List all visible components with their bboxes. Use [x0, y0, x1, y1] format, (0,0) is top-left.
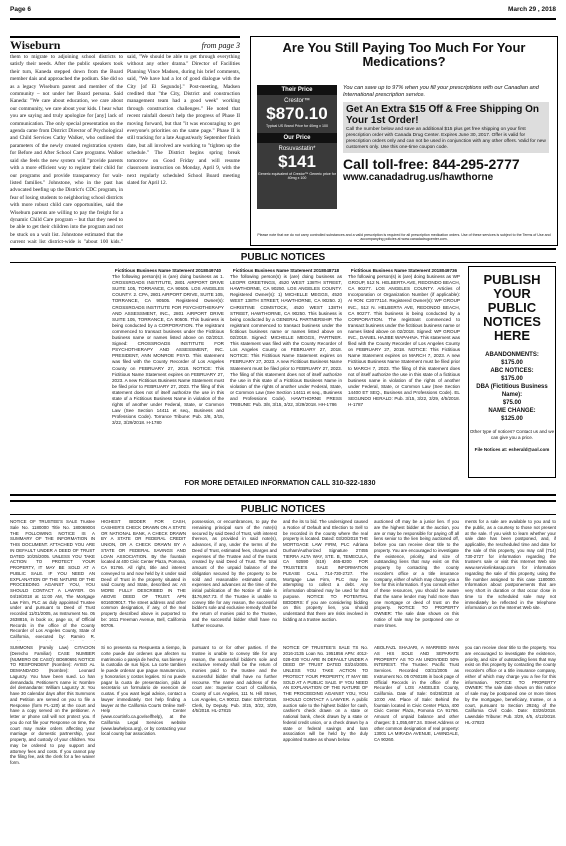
notice-email[interactable]: File Notices at: esherald@aol.com [474, 447, 550, 452]
generic-drug-price: $141 [278, 151, 316, 171]
page-header [10, 6, 556, 18]
publish-notices-box [468, 266, 556, 478]
pharmacy-advertisement [250, 36, 558, 246]
page-number: Page 6 [10, 6, 31, 13]
ad-offer-box [343, 102, 549, 153]
price-abc: $175.00 [501, 376, 523, 382]
brand-drug-price: $870.10 [266, 104, 328, 123]
price-dba: $75.00 [502, 400, 522, 406]
ad-headline: Are You Still Paying Too Much For Your Medications? [282, 40, 526, 69]
notice-trustee-sale-2: NOTICE OF TRUSTEE'S SALE TS No. 2016-2135 Loan No. 1951856 APN: 4012-028-030 YOU ARE IN DEFAULT UNDER A DEED OF TRUST DATED 03/24/2005. UNLESS YOU TAKE ACTION TO PROTECT YOUR PROPERTY, IT MAY BE SOLD AT A PUBLIC SALE. IF YOU NEED AN EXPLANATION OF THE NATURE OF THE PROCEEDING AGAINST YOU, YOU SHOULD CONTACT A LAWYER. A public auction sale to the highest bidder for cash, cashier's check drawn on a state or national bank, check drawn by a state or federal credit union, or a check drawn by a state or federal savings and loan association will be held by the duly appointed trustee as shown below. [283, 645, 368, 742]
continued-from: from page 3 [201, 40, 240, 50]
price-label-name-change: NAME CHANGE: [488, 408, 536, 414]
generic-price-note: Generic equivalent of Crestor™ Generic price for 40mg x 100 [258, 171, 336, 180]
ad-disclaimer: Please note that we do not carry controlled substances and a valid prescription is required for all prescription medication orders. Use of these services is subject to the Terms of Use and accompanying policies at www.canadadrugcenter.com. [257, 232, 551, 242]
notice-heading: Fictitious Business Name Statement 2018049740 [114, 268, 222, 273]
article-title: Wiseburn [10, 37, 61, 52]
price-comparison-box [257, 85, 337, 209]
article-column-1: them to migrate to adjoining school districts to satisfy their needs. After the public speakers took their turn, Kaneda stepped down from the Board member dais and approached the podium. She did so as a legacy Wiseburn parent and member of the community – not under her Board persona. Said Kaneda: "We care about education, we care about our community, we care about your kids. I hear what you are saying and truly apologize for [any] lack of communication. The only special presentation on the agenda came from District Director of Psychological and Child Services Cathy Walker, who outlined the parameters of the newly created registration system for Before and After School Care programs. Walker said she feels the new system will "provide parents with a more efficient way to register their child for our programs and provide transparency for wait-listed families." Johnstone, who in the past has advocated beefing up the District's CDC program, in fear of losing students to neighboring school districts with more robust child care opportunities, said the Wiseburn parents are willing to pay the freight for a dynamic Child Care program – but that they need to be able to get their children into the program and not be stuck on a wait list. Johnstone estimated that the current wait list district-wide is "about 100 kids." [10, 54, 123, 244]
their-price-heading: Their Price [257, 85, 337, 95]
notice-trustee-sale-2-cont: ABOLFAZL SHAJARI, A MARRIED MAN AS HIS SOLE AND SEPARATE PROPERTY AS TO AN UNDIVIDED 50% INTEREST. The Trustee: Pacific Trust Services. Recorded 03/31/2005 as Instrument No. 05 0760186 in book page of Official Records in the office of the Recorder of LOS ANGELES County, California. Date of Sale: 04/26/2018 at 10:00 AM. Place of Sale: Behind the fountain located in Civic Center Plaza, 400 Civic Center Plaza, Pomona CA 91766. Amount of unpaid balance and other charges: $ 1,055,697.24. Street Address or other common designation of real property: 13001 LA MIRADA AVENUE, LAWNDALE, CA 90260. [374, 645, 459, 742]
section-rule-2 [10, 514, 556, 515]
notice-heading: Fictitious Business Name Statement 2018048718 [232, 268, 340, 273]
price-label-abc: ABC NOTICES: [490, 368, 534, 374]
notice-trustee-sale-col1: NOTICE OF TRUSTEE'S SALE Trustee Sale No. 1180000 Title No. 180069004 THE FOLLOWING NOTICE IS A SUMMARY OF THE INFORMATION IN THIS DOCUMENT. ATTACHED YOU ARE IN DEFAULT UNDER A DEED OF TRUST DATED 10/25/2005. UNLESS YOU TAKE ACTION TO PROTECT YOUR PROPERTY, IT MAY BE SOLD AT A PUBLIC SALE. IF YOU NEED AN EXPLANATION OF THE NATURE OF THE PROCEEDING AGAINST YOU, YOU SHOULD CONTACT A LAWYER. On 04/19/2018 at 11:00 AM, The Mortgage Law Firm, PLC as duly appointed Trustee under and pursuant to Deed of Trust recorded 11/01/2005, as Instrument No. 05 2638816, in book xx, page xx, of Official Records in the office of the County Recorder of Los Angeles County, State of California, executed by: Ramiro R. [10, 519, 95, 639]
notice-body: The following person(s) is (are) doing business as LEOPR GREETINGS, 4520 WEST 138TH STREET, HAWTHORNE, CA 90250. LOS ANGELES COUNTY. Registered Owner(s): 1) MICHELLE MEGGS, 4520 WEST 138TH STREET, HAWTHORNE, CA 90250. 2) CHRISTINE COMSTOCK, 4520 WEST 138TH STREET, HAWTHORNE, CA 90250. This business is being conducted by a GENERAL PARTNERSHIP. The registrant commenced to transact business under the fictitious business name or names listed above on 02/2018. Signed: MICHELLE MEGGS, PARTNER. This statement was filed with the County Recorder of Los Angeles County on FEBRUARY 27, 2018. NOTICE: This Fictitious Name Statement expires on FEBRUARY 27, 2023. A new Fictitious Business Name Statement must be filed prior to FEBRUARY 27, 2023. The filing of this statement does not of itself authorize the use in this state of a Fictitious Business Name in violation of the rights of another under Federal, State, or Common Law (See Section 14411 et seq., Business and Professions Code). HAWTHORNE PRESS TRIBUNE: Pub. 3/8, 3/15, 3/22, 3/29/2018. HH-1786 [230, 274, 342, 408]
article-column-2: said, "We should be able to get through everything without any other drama." Director of Facilities Planning Vince Madsen, during his brief comments, said, "We have had a lot of good dialogue with the City [of El Segundo]." Post-meeting, Madsen credited that "the City, District and construction management team had a good week" working through construction challenges." He noted that recent rainfall doesn't help the progress of Phase II moving forward, but that "it was encouraging to get everyone's priorities on the same page." Phase II is still tracking for a late August/early September finish date, but all involved are working to "tighten up the schedule." The District begins spring break tomorrow on Good Friday and will resume classroom instruction on Monday, April 9, with the next regularly scheduled School Board meeting slated for April 12. [127, 54, 240, 186]
ad-phone-number[interactable]: Call toll-free: 844-295-2777 [343, 156, 520, 172]
notice-body: The following person(s) is (are) doing business as WP GROUP, 512 N. HELBERTA AVE, REDONDO BEACH, CA 90277. LOS ANGELES COUNTY. Articles of Incorporation or Organization Number (if applicable): AI #ON: C2077114. Registered Owner(s): WP GROUP INC., 512 N. HELBERTA AVE, REDONDO BEACH, CA 90277. This business is being conducted by a CORPORATION. The registrant commenced to transact business under the fictitious business name or names listed above on 02/2018. Signed: WP GROUP INC., DANIEL HAJIBE WAPAHNA. This statement was filed with the County Recorder of Los Angeles County on FEBRUARY 27, 2018. NOTICE: This Fictitious Name Statement expires on MARCH 7, 2023. A new Fictitious Business Name Statement must be filed prior to MARCH 7, 2023. The filing of this statement does not of itself authorize the use in this state of a fictitious business name in violation of the rights of another under Federal, State, or Common Law (See Section 14400 ET SEQ., Business and Professions Code). EL SEGUNDO HERALD: Pub. 3/15, 3/22, 3/29, 4/5/2018. H-1787 [348, 274, 460, 408]
notice-trustee-sale-col2: HIGHEST BIDDER FOR CASH, CASHIER'S CHECK DRAWN ON A STATE OR NATIONAL BANK, A CHECK DRAWN BY A STATE OR FEDERAL CREDIT UNION, OR A CHECK DRAWN BY A STATE OR FEDERAL SAVINGS AND LOAN ASSOCIATION. By the fountain located at 400 Civic Center Plaza, Pomona, CA 91766. All right, title and interest conveyed to and now held by it under said Deed of Trust in the property situated in said County and State, described as: AS MORE FULLY DESCRIBED IN THE ABOVE DEED OF TRUST. APN 6016009017. The street address and other common designation, if any, of the real property described above is purported to be: 1611 Freeman Avenue, Bell, California 90706. [101, 519, 186, 628]
article-continuation-bar [10, 36, 240, 53]
our-price-heading: Our Price [257, 133, 337, 143]
notice-trustee-sale-col6: ments for a sale are available to you and to the public, as a courtesy to those not present at the sale. If you wish to learn whether your sale date has been postponed, and, if applicable, the rescheduled time and date for the sale of this property, you may call (714) 730-2727 for information regarding the trustee's sale or visit this Internet Web site www.servicelinkasap.com for information regarding the sale of this property, using the file number assigned to this case 1180000. Information about postponements that are very short in duration or that occur close in time to the scheduled sale may not immediately be reflected in the telephone information or on the Internet Web site. [465, 519, 556, 611]
notice-dba-2 [230, 268, 342, 474]
ad-website[interactable]: www.canadadrug.us/hawthorne [343, 172, 494, 183]
notice-heading: Fictitious Business Name Statement 2018049736 [350, 268, 458, 273]
price-label-abandonments: ABANDONMENTS: [485, 352, 539, 358]
ad-tagline: You can save up to 97% when you fill your prescriptions with our Canadian and International prescription service. [343, 85, 539, 98]
notice-trustee-sale-2-end: you can receive clear title to the property. You are encouraged to investigate the existence, priority, and size of outstanding liens that may exist on this property by contacting the county recorder's office or a title insurance company, either of which may charge you a fee for this information. NOTICE TO PROPERTY OWNER: The sale date shown on this notice of sale may be postponed one or more times by the mortgagee, beneficiary, trustee, or a court, pursuant to Section 2924g of the California Civil Code. Date: 03/26/2018. Lawndale Tribune: Pub. 3/29, 4/5, 4/12/2018. HL-27823 [465, 645, 556, 725]
notice-summons: SUMMONS (Family Law) CITACION (Derecho Familiar) CASE NUMBER (NUMERO DE CASO): BD690691 NOTICE TO RESPONDENT (Nombre): AVISO AL DEMANDADO (Nombre): Leonard Lagunzy. You have been sued. Lo han demandado. Petitioner's name is: Nombre del demandante: William Lagunzy Jr. You have 30 calendar days after this Summons and Petition are served on you to file a Response (form FL-120) at the court and have a copy served on the petitioner. A letter or phone call will not protect you. If you do not file your Response on time, the court may make orders affecting your marriage or domestic partnership, your property, and custody of your children. You may be ordered to pay support and attorney fees and costs. If you cannot pay the filing fee, ask the clerk for a fee waiver form. [10, 645, 95, 765]
offer-title: Get An Extra $15 Off & Free Shipping On Your 1st Order! [346, 104, 539, 126]
info-call-line: FOR MORE DETAILED INFORMATION CALL 310-322-1830 [184, 480, 376, 487]
brand-drug-name: Crestor™ [284, 98, 310, 104]
section-divider [10, 494, 556, 496]
notice-trustee-sale-col4: and the its to bid. The undersigned caused a Notice of Default and Election to Sell to be recorded in the county where the real property is located. Dated: 03/20/2018 THE MORTGAGE LAW FIRM, PLC Adriana Durham/Authorized Signature 27455 TIERRA ALTA WAY, STE. B, TEMECULA, CA 92590 (619) 465-8200 FOR TRUSTEE'S SALE INFORMATION PLEASE CALL 714-730-2727. The Mortgage Law Firm, PLC may be attempting to collect a debt. Any information obtained may be used for that purpose. NOTICE TO POTENTIAL BIDDERS: If you are considering bidding on this property lien, you should understand that there are risks involved in bidding at a trustee auction. [283, 519, 368, 622]
price-abandonments: $175.00 [501, 360, 523, 366]
notice-dba-1 [112, 268, 224, 474]
notice-body: The following person(s) is (are) doing business as 1. CROSSROADS INSTITUTE, 2801 AIRPORT DRIVE SUITE 105, TORRANCE, CA 90505. LOS ANGELES COUNTY. 2. CPA, 2801 AIRPORT DRIVE, SUITE 105, TORRANCE, CA 90505. Registered Owner(s): CROSSROADS INSTITUTE FOR PSYCHOTHERAPY AND ASSESSMENT, INC., 2801 AIRPORT DRIVE SUITE 105, TORRANCE, CA 90505. This business is being conducted by a CORPORATION. The registrant commenced to transact business under the Fictitious business name or names listed above on 02/2013. Signed: CROSSROADS INSTITUTE FOR PSYCHOTHERAPY AND ASSESSMENT, INC. PRESIDENT, ANN MONROE PSYD. This statement was filed with the County Recorder of Los Angeles County on FEBRUARY 27, 2018. NOTICE: This Fictitious Name Statement expires on FEBRUARY 27, 2023. A new Fictitious Business Name Statement must be filed prior to FEBRUARY 27, 2023. The filing of this statement does not of itself authorize the use in this state of a Fictitious Business Name in violation of the rights of another under Federal, State, or Common Law (See Section 14411 et seq., Business and Professions Code). Torrance Tribune: Pub. 3/8, 3/15, 3/22, 3/29/2018. H-1780 [112, 274, 224, 426]
brand-price-note: Typical US Brand Price for 40mg x 100 [266, 124, 328, 128]
ad-details [343, 85, 549, 183]
notice-trustee-sale-col5: auctioned off may be a junior lien. If you are the highest bidder at the auction, you are or may be responsible for paying off all liens senior to the lien being auctioned off, before you can receive clear title to the property. You are encouraged to investigate the existence, priority, and size of outstanding liens that may exist on this property by contacting the county recorder's office or a title insurance company, either of which may charge you a fee for this information. If you consult either of these resources, you should be aware that the same lender may hold more than one mortgage or deed of trust on the property. NOTICE TO PROPERTY OWNER: The sale date shown on this notice of sale may be postponed one or more times. [374, 519, 459, 628]
notice-summons-spanish: Si no presenta su Respuesta a tiempo, la corte puede dar ordenes que afecten su matrimonio o pareja de hecho, sus bienes y la custodia de sus hijos. La corte tambien le puede ordenar que pague manutencion, y honorarios y costos legales. Si no puede pagar la cuota de presentacion, pida al secretario un formulario de exencion de cuotas. If you want legal advice, contact a lawyer immediately. Get help finding a lawyer at the California Courts Online Self-Help Center (www.courtinfo.ca.gov/selfhelp), at the California Legal Services website (www.lawhelpca.org), or by contacting your local county bar association. [101, 645, 186, 737]
notice-summons-court: pursuant to or for other parties. If the trustee is unable to convey title for any reason, the successful bidder's sole and exclusive remedy shall be the return of monies paid to the trustee and the successful bidder shall have no further recourse. The name and address of the court are: Superior Court of California, County of Los Angeles, 111 N. Hill Street, Los Angeles, CA 90012. Date: 03/07/2018. Clerk, by Deputy. Pub. 3/15, 3/22, 3/29, 4/5/2018. HL-27815 [192, 645, 277, 714]
header-rule [10, 18, 556, 20]
notice-trustee-sale-col3: possession, or encumbrances, to pay the remaining principal sum of the note(s) secured by said Deed of Trust, with interest thereon, as provided in said note(s), advances, if any, under the terms of the Deed of Trust, estimated fees, charges and expenses of the Trustee and of the trusts created by said Deed of Trust. The total amount of the unpaid balance of the obligation secured by the property to be sold and reasonable estimated costs, expenses and advances at the time of the initial publication of the Notice of Sale is $176,967.73. If the Trustee is unable to convey title for any reason, the successful bidder's sole and exclusive remedy shall be the return of monies paid to the Trustee, and the successful bidder shall have no further recourse. [192, 519, 277, 628]
section-rule [10, 262, 556, 263]
issue-date: March 29 , 2018 [507, 6, 556, 13]
offer-text: Call the number below and save an additional $15 plus get free shipping on your first prescription order with Canada Drug Center. Expires June 30, 2017. Offer is valid for prescription orders only and can not be used in conjunction with any other offers. Valid for new customers only. Use this one-time coupon code. [346, 127, 546, 150]
price-label-dba: DBA (Fictitious Business Name): [476, 384, 548, 398]
other-notices-note: Other type of notices? Contact us and we can give you a price. [469, 429, 555, 440]
publish-title: PUBLISH YOUR PUBLIC NOTICES HERE [483, 272, 541, 343]
public-notices-heading: PUBLIC NOTICES [10, 248, 556, 264]
price-name-change: $125.00 [501, 416, 523, 422]
public-notices-heading-2: PUBLIC NOTICES [10, 500, 556, 516]
notice-dba-3 [348, 268, 460, 474]
generic-drug-name: Rosuvastatin* [278, 145, 316, 152]
